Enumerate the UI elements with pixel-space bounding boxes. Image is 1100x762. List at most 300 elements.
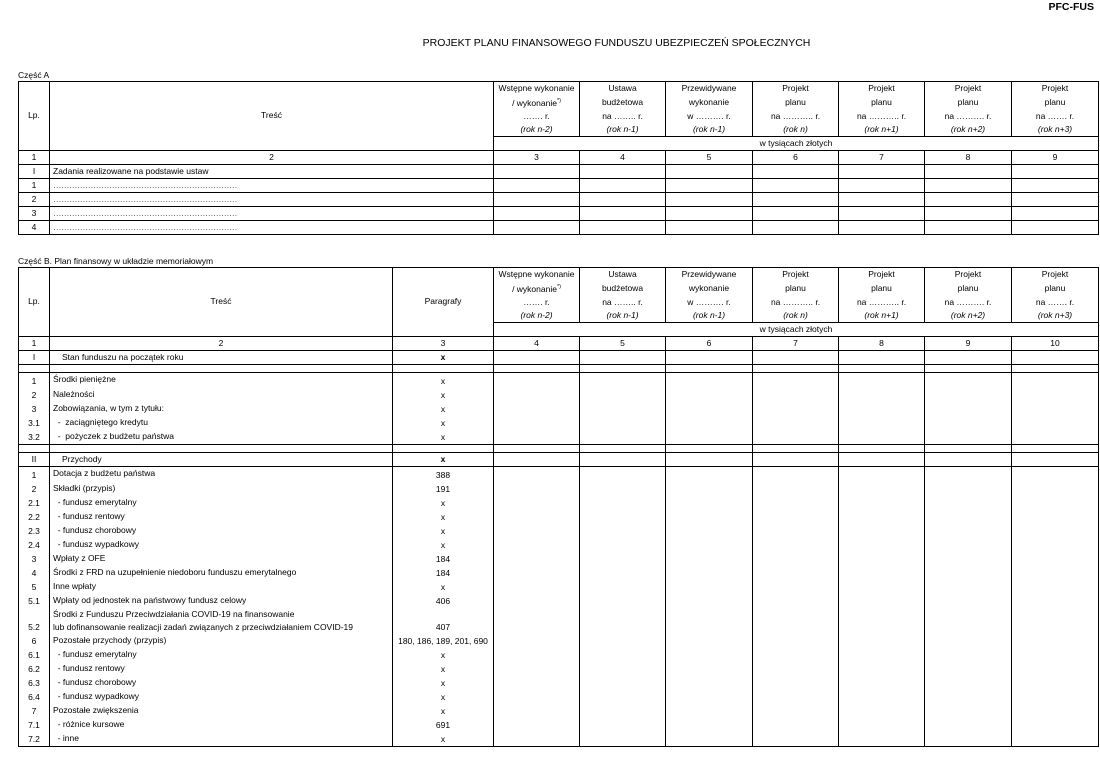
row-lp: 3 [19,552,50,566]
value-cell[interactable] [1012,566,1099,580]
value-cell[interactable] [494,482,580,496]
value-cell[interactable] [753,482,839,496]
value-cell[interactable] [753,676,839,690]
value-cell[interactable] [666,178,753,192]
value-cell[interactable] [925,452,1012,466]
col-header-line: Projekt [839,82,925,96]
value-cell[interactable] [580,648,666,662]
value-cell[interactable] [494,416,580,430]
value-cell[interactable] [666,164,753,178]
value-cell[interactable] [1012,718,1099,732]
value-cell[interactable] [494,634,580,648]
value-cell[interactable] [666,608,753,634]
col-header-year: (rok n+1) [839,123,925,137]
value-cell[interactable] [666,206,753,220]
value-cell[interactable] [925,206,1012,220]
value-cell[interactable] [839,634,925,648]
value-cell[interactable] [839,430,925,444]
row-lp: 7.2 [19,732,50,746]
spacer-cell [580,444,666,452]
table-row [19,496,1099,510]
table-row [19,192,1099,206]
row-text: Stan funduszu na początek roku [50,350,393,364]
value-cell[interactable] [753,510,839,524]
value-cell[interactable] [753,662,839,676]
row-paragraf: 388 [393,466,494,482]
value-cell[interactable] [753,350,839,364]
value-cell[interactable] [494,704,580,718]
row-lp: 5.1 [19,594,50,608]
value-cell[interactable] [494,648,580,662]
value-cell[interactable] [494,662,580,676]
value-cell[interactable] [494,608,580,634]
row-text: - inne [50,732,393,746]
value-cell[interactable] [753,732,839,746]
value-cell[interactable] [753,608,839,634]
value-cell[interactable] [666,192,753,206]
footnote-marker: *) [556,284,561,290]
form-code: PFC-FUS [1048,1,1094,13]
value-cell[interactable] [494,164,580,178]
row-text: Inne wpłaty [50,580,393,594]
value-cell[interactable] [925,580,1012,594]
value-cell[interactable] [925,690,1012,704]
value-cell[interactable] [839,594,925,608]
value-cell[interactable] [839,220,925,234]
value-cell[interactable] [839,192,925,206]
paragrafy-header: Paragrafy [393,268,494,337]
value-cell[interactable] [925,718,1012,732]
value-cell[interactable] [580,178,666,192]
value-cell[interactable] [580,220,666,234]
value-cell[interactable] [925,566,1012,580]
value-cell[interactable] [753,648,839,662]
value-cell[interactable] [1012,648,1099,662]
col-header-line: na ……. r. [1012,296,1099,309]
column-number: 9 [925,336,1012,350]
value-cell[interactable] [580,430,666,444]
row-text-line: Środki z Funduszu Przeciwdziałania COVID-19 na finansowanie [53,609,295,620]
value-cell[interactable] [1012,580,1099,594]
value-cell[interactable] [1012,704,1099,718]
row-text: - różnice kursowe [50,718,393,732]
value-cell[interactable] [753,496,839,510]
value-cell[interactable] [666,524,753,538]
value-cell[interactable] [1012,466,1099,482]
value-cell[interactable] [1012,164,1099,178]
row-lp: 4 [19,566,50,580]
value-cell[interactable] [494,594,580,608]
value-cell[interactable] [494,178,580,192]
value-cell[interactable] [580,594,666,608]
spacer-cell [494,444,580,452]
value-cell[interactable] [494,220,580,234]
value-cell[interactable] [666,220,753,234]
value-cell[interactable] [839,732,925,746]
col-header-line: Ustawa [580,268,666,282]
value-cell[interactable] [666,402,753,416]
value-cell[interactable] [753,372,839,388]
value-cell[interactable] [1012,608,1099,634]
value-cell[interactable] [666,510,753,524]
value-cell[interactable] [580,416,666,430]
value-cell[interactable] [494,510,580,524]
row-paragraf: x [393,416,494,430]
value-cell[interactable] [1012,416,1099,430]
value-cell[interactable] [839,524,925,538]
value-cell[interactable] [494,466,580,482]
value-cell[interactable] [753,430,839,444]
value-cell[interactable] [1012,350,1099,364]
value-cell[interactable] [1012,430,1099,444]
lp-header: Lp. [19,82,50,151]
row-text: Składki (przypis) [50,482,393,496]
value-cell[interactable] [1012,206,1099,220]
value-cell[interactable] [580,496,666,510]
row-paragraf: x [393,452,494,466]
value-cell[interactable] [925,704,1012,718]
value-cell[interactable] [839,350,925,364]
value-cell[interactable] [580,466,666,482]
value-cell[interactable] [753,206,839,220]
column-number: 3 [393,336,494,350]
value-cell[interactable] [580,350,666,364]
value-cell[interactable] [925,552,1012,566]
value-cell[interactable] [666,552,753,566]
row-lp: 4 [19,220,50,234]
value-cell[interactable] [494,580,580,594]
value-cell[interactable] [839,690,925,704]
row-text: - fundusz rentowy [50,662,393,676]
table-row [19,662,1099,676]
value-cell[interactable] [666,496,753,510]
col-header-line: planu [839,281,925,296]
col-header-line: ……. r. [494,296,580,309]
value-cell[interactable] [925,372,1012,388]
spacer-cell [753,444,839,452]
value-cell[interactable] [839,608,925,634]
value-cell[interactable] [753,552,839,566]
col-header-line: w ………. r. [666,110,753,123]
value-cell[interactable] [925,662,1012,676]
table-row [19,430,1099,444]
value-cell[interactable] [925,220,1012,234]
value-cell[interactable] [753,566,839,580]
value-cell[interactable] [839,718,925,732]
value-cell[interactable] [839,496,925,510]
row-text: …………………………………………………………… [50,192,494,206]
col-header-line: Projekt [925,82,1012,96]
column-numbers-row [19,150,1099,164]
value-cell[interactable] [666,648,753,662]
value-cell[interactable] [580,510,666,524]
value-cell[interactable] [666,482,753,496]
value-cell[interactable] [580,206,666,220]
value-cell[interactable] [839,510,925,524]
value-cell[interactable] [753,690,839,704]
value-cell[interactable] [580,732,666,746]
value-cell[interactable] [1012,452,1099,466]
value-cell[interactable] [666,466,753,482]
value-cell[interactable] [839,552,925,566]
row-text: Wpłaty z OFE [50,552,393,566]
col-header-line: planu [753,95,839,110]
value-cell[interactable] [494,388,580,402]
col-header-line: na ……….. r. [753,296,839,309]
value-cell[interactable] [666,594,753,608]
value-cell[interactable] [494,452,580,466]
col-header-line: / wykonanie*) [494,281,580,296]
row-paragraf: x [393,524,494,538]
value-cell[interactable] [925,510,1012,524]
value-cell[interactable] [580,524,666,538]
table-row [19,164,1099,178]
value-cell[interactable] [580,662,666,676]
value-cell[interactable] [925,388,1012,402]
value-cell[interactable] [580,452,666,466]
value-cell[interactable] [925,608,1012,634]
value-cell[interactable] [580,402,666,416]
value-cell[interactable] [925,430,1012,444]
row-paragraf: x [393,350,494,364]
value-cell[interactable] [580,388,666,402]
col-header-year: (rok n-1) [666,123,753,137]
value-cell[interactable] [1012,388,1099,402]
spacer-cell [19,364,50,372]
value-cell[interactable] [925,524,1012,538]
value-cell[interactable] [1012,538,1099,552]
value-cell[interactable] [839,402,925,416]
value-cell[interactable] [666,538,753,552]
value-cell[interactable] [839,676,925,690]
value-cell[interactable] [494,732,580,746]
value-cell[interactable] [666,718,753,732]
part-b-table [18,267,1099,747]
value-cell[interactable] [925,648,1012,662]
row-text: Należności [50,388,393,402]
row-paragraf: x [393,690,494,704]
value-cell[interactable] [1012,732,1099,746]
value-cell[interactable] [753,452,839,466]
value-cell[interactable] [666,350,753,364]
row-text: Zadania realizowane na podstawie ustaw [50,164,494,178]
value-cell[interactable] [580,718,666,732]
value-cell[interactable] [580,552,666,566]
value-cell[interactable] [839,416,925,430]
value-cell[interactable] [839,164,925,178]
value-cell[interactable] [580,192,666,206]
value-cell[interactable] [494,192,580,206]
value-cell[interactable] [580,676,666,690]
value-cell[interactable] [753,466,839,482]
value-cell[interactable] [494,372,580,388]
value-cell[interactable] [925,350,1012,364]
value-cell[interactable] [580,164,666,178]
value-cell[interactable] [753,580,839,594]
value-cell[interactable] [666,676,753,690]
value-cell[interactable] [753,220,839,234]
value-cell[interactable] [580,608,666,634]
value-cell[interactable] [925,416,1012,430]
value-cell[interactable] [925,538,1012,552]
value-cell[interactable] [839,704,925,718]
value-cell[interactable] [839,466,925,482]
column-number: 8 [925,150,1012,164]
table-row [19,220,1099,234]
value-cell[interactable] [753,594,839,608]
value-cell[interactable] [1012,634,1099,648]
table-row [19,452,1099,466]
value-cell[interactable] [666,452,753,466]
column-number: 2 [50,336,393,350]
row-paragraf: x [393,510,494,524]
col-header-year: (rok n-1) [580,309,666,323]
value-cell[interactable] [753,178,839,192]
row-text: Pozostałe zwiększenia [50,704,393,718]
value-cell[interactable] [1012,690,1099,704]
value-cell[interactable] [494,676,580,690]
column-number: 5 [580,336,666,350]
value-cell[interactable] [1012,594,1099,608]
value-cell[interactable] [925,164,1012,178]
value-cell[interactable] [925,634,1012,648]
value-cell[interactable] [1012,676,1099,690]
value-cell[interactable] [666,704,753,718]
value-cell[interactable] [753,416,839,430]
value-cell[interactable] [1012,552,1099,566]
value-cell[interactable] [925,192,1012,206]
value-cell[interactable] [753,634,839,648]
value-cell[interactable] [925,402,1012,416]
value-cell[interactable] [839,372,925,388]
value-cell[interactable] [1012,510,1099,524]
table-row [19,594,1099,608]
value-cell[interactable] [925,466,1012,482]
row-paragraf: x [393,580,494,594]
value-cell[interactable] [580,690,666,704]
spacer-cell [925,364,1012,372]
value-cell[interactable] [925,482,1012,496]
value-cell[interactable] [580,634,666,648]
value-cell[interactable] [1012,662,1099,676]
value-cell[interactable] [494,538,580,552]
value-cell[interactable] [666,430,753,444]
value-cell[interactable] [666,388,753,402]
value-cell[interactable] [580,580,666,594]
value-cell[interactable] [753,402,839,416]
value-cell[interactable] [580,704,666,718]
value-cell[interactable] [494,430,580,444]
value-cell[interactable] [753,192,839,206]
value-cell[interactable] [1012,524,1099,538]
value-cell[interactable] [753,388,839,402]
col-header-line: Wstępne wykonanie [494,268,580,282]
value-cell[interactable] [753,704,839,718]
value-cell[interactable] [753,164,839,178]
row-paragraf: 180, 186, 189, 201, 690 [393,634,494,648]
value-cell[interactable] [494,718,580,732]
unit-label: w tysiącach złotych [494,322,1099,336]
value-cell[interactable] [839,566,925,580]
unit-label: w tysiącach złotych [494,136,1099,150]
table-row [19,580,1099,594]
value-cell[interactable] [1012,402,1099,416]
col-header-year: (rok n) [753,309,839,323]
value-cell[interactable] [839,388,925,402]
value-cell[interactable] [839,648,925,662]
value-cell[interactable] [839,452,925,466]
table-row [19,704,1099,718]
value-cell[interactable] [494,524,580,538]
value-cell[interactable] [1012,192,1099,206]
value-cell[interactable] [494,402,580,416]
spacer-cell [1012,444,1099,452]
row-lp: 5.2 [19,608,50,634]
value-cell[interactable] [925,676,1012,690]
value-cell[interactable] [580,538,666,552]
value-cell[interactable] [494,206,580,220]
value-cell[interactable] [580,372,666,388]
value-cell[interactable] [1012,220,1099,234]
row-paragraf: x [393,402,494,416]
value-cell[interactable] [753,718,839,732]
row-text: - fundusz chorobowy [50,676,393,690]
row-lp: 7 [19,704,50,718]
col-header-line: Projekt [925,268,1012,282]
value-cell[interactable] [494,566,580,580]
value-cell[interactable] [580,566,666,580]
row-text: Pozostałe przychody (przypis) [50,634,393,648]
value-cell[interactable] [1012,372,1099,388]
value-cell[interactable] [1012,178,1099,192]
value-cell[interactable] [839,662,925,676]
value-cell[interactable] [925,178,1012,192]
value-cell[interactable] [580,482,666,496]
value-cell[interactable] [666,580,753,594]
value-cell[interactable] [666,416,753,430]
value-cell[interactable] [666,566,753,580]
value-cell[interactable] [839,538,925,552]
value-cell[interactable] [925,732,1012,746]
value-cell[interactable] [753,524,839,538]
table-row [19,676,1099,690]
value-cell[interactable] [753,538,839,552]
value-cell[interactable] [666,662,753,676]
row-lp: 2.3 [19,524,50,538]
value-cell[interactable] [839,178,925,192]
value-cell[interactable] [839,580,925,594]
value-cell[interactable] [494,350,580,364]
value-cell[interactable] [839,206,925,220]
value-cell[interactable] [666,372,753,388]
value-cell[interactable] [666,634,753,648]
row-paragraf: 406 [393,594,494,608]
value-cell[interactable] [494,496,580,510]
value-cell[interactable] [494,552,580,566]
value-cell[interactable] [1012,482,1099,496]
col-header-year: (rok n) [753,123,839,137]
value-cell[interactable] [839,482,925,496]
value-cell[interactable] [494,690,580,704]
row-paragraf: x [393,676,494,690]
value-cell[interactable] [925,594,1012,608]
value-cell[interactable] [666,690,753,704]
value-cell[interactable] [1012,496,1099,510]
row-lp: 7.1 [19,718,50,732]
column-number: 7 [839,150,925,164]
value-cell[interactable] [925,496,1012,510]
value-cell[interactable] [666,732,753,746]
